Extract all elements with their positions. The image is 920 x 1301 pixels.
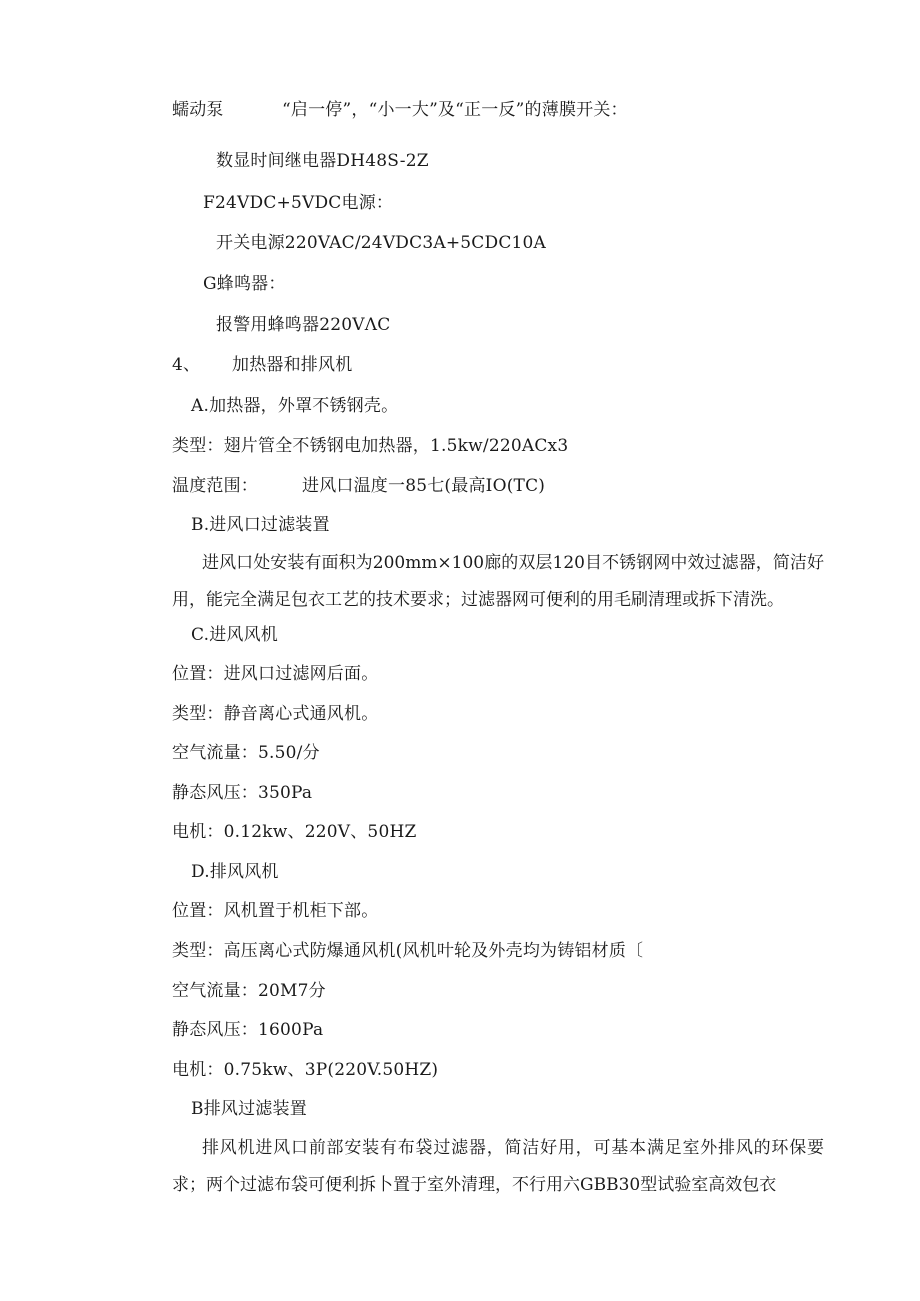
text-line-5: G蜂鸣器： [203, 274, 286, 294]
section-number: 4、 [172, 355, 201, 375]
text-line-1b: “启一停”，“小一大”及“正一反”的薄膜开关： [282, 100, 628, 120]
text-line-9: 类型：翅片管全不锈钢电加热器，1.5kw/220ACx3 [172, 436, 569, 456]
text-line-10b: 进风口温度一85七(最高IO(TC) [302, 476, 546, 496]
text-line-18: D.排风风机 [191, 862, 279, 882]
text-line-8: A.加热器，外罩不锈钢壳。 [191, 396, 399, 416]
text-line-2: 数显时间继电器DH48S-2Z [216, 151, 429, 171]
paragraph-1: 进风口处安装有面积为200mm×100廊的双层120目不锈钢网中效过滤器，简洁好用，能完全满足包衣工艺的技术要求；过滤器网可便利的用毛刷清理或拆下清洗。 [172, 553, 824, 610]
text-line-12: C.进风风机 [191, 625, 279, 645]
text-line-3: F24VDC+5VDC电源： [203, 193, 394, 213]
text-line-14: 类型：静音离心式通风机。 [172, 704, 379, 724]
paragraph-2: 排风机进风口前部安装有布袋过滤器，简洁好用，可基本满足室外排风的环保要求；两个过滤布袋可便利拆卜置于室外清理，不行用六GBB30型试验室高效包衣 [172, 1138, 824, 1195]
text-line-17: 电机：0.12kw、220V、50HZ [172, 822, 417, 842]
text-line-19: 位置：风机置于机柜下部。 [172, 901, 379, 921]
text-line-6: 报警用蜂鸣器220VΛC [216, 315, 391, 335]
text-line-11: B.进风口过滤装置 [191, 515, 330, 535]
text-line-21: 空气流量：20M7分 [172, 981, 326, 1001]
section-title: 加热器和排风机 [232, 355, 353, 375]
text-line-16: 静态风压：350Pa [172, 783, 313, 803]
text-line-23: 电机：0.75kw、3P(220V.50HZ) [172, 1060, 439, 1080]
text-line-24: B排风过滤装置 [191, 1099, 307, 1119]
text-line-1a: 蠕动泵 [172, 100, 224, 120]
text-line-20: 类型：高压离心式防爆通风机(风机叶轮及外壳均为铸铝材质〔 [172, 941, 644, 961]
text-line-15: 空气流量：5.50/分 [172, 743, 320, 763]
text-line-22: 静态风压：1600Pa [172, 1020, 324, 1040]
text-line-13: 位置：进风口过滤网后面。 [172, 664, 379, 684]
text-line-4: 开关电源220VAC/24VDC3A+5CDC10A [216, 233, 547, 253]
text-line-10a: 温度范围： [172, 476, 258, 496]
